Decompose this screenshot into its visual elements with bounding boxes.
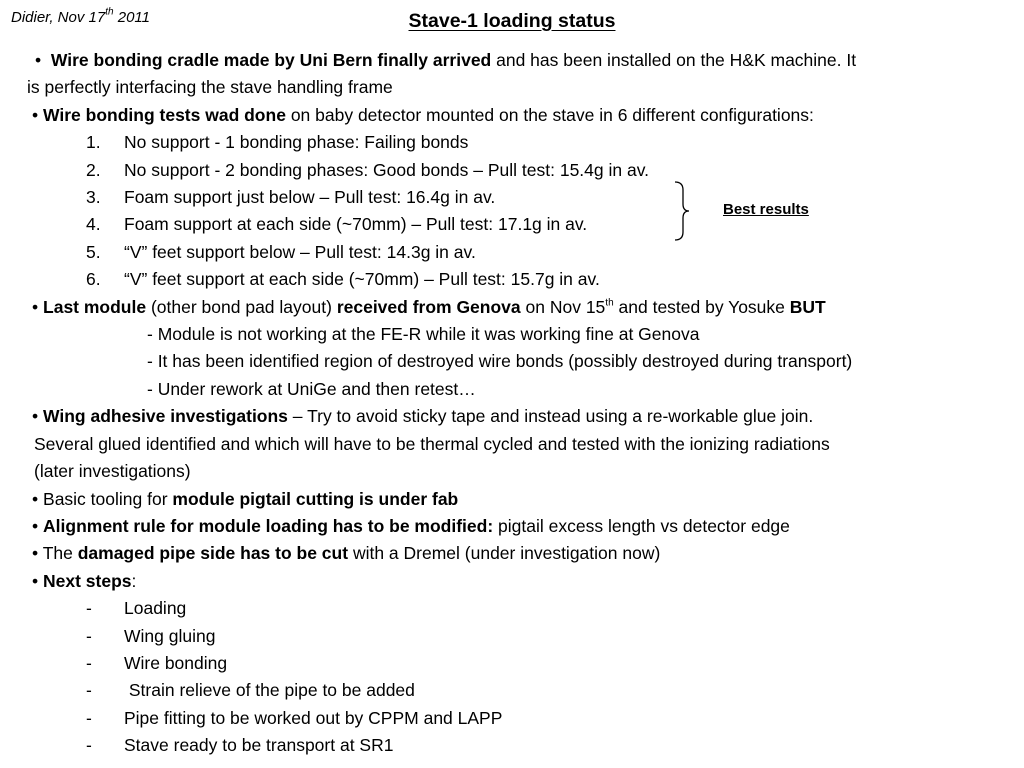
next-steps-colon: : [131,570,137,591]
wing-adhesive-bold: Wing adhesive investigations [43,406,288,427]
slide-title-text: Stave-1 loading status [408,10,616,32]
next-step-item [35,705,1005,732]
damaged-pipe-bold: damaged pipe side has to be cut [77,543,349,564]
author-year: 2011 [117,9,150,26]
pigtail-tooling-text: Basic tooling for [43,488,168,509]
next-step-text: Pipe fitting to be worked out by CPPM and LAPP [124,707,503,728]
received-bold: received from Genova [336,296,521,317]
best-results-text: Best results [723,201,809,218]
cradle-bold: Wire bonding cradle made by Uni Bern finally arrived [50,50,492,70]
bullet-mark: • [32,296,39,317]
bonding-tests-text: on baby detector mounted on the stave in 6 different configurations: [290,104,814,125]
config-text: No support - 2 bonding phases: Good bonds – Pull test: 15.4g in av. [124,159,650,180]
bullet-alignment-rule [32,513,1005,540]
wing-adhesive-text: – Try to avoid sticky tape and instead using a re-workable glue join. [292,406,814,427]
next-step-text: Wing gluing [124,625,216,646]
next-step-dash: - [86,735,92,756]
bullet-pigtail-tooling [32,486,1005,513]
bullet-last-module [32,294,1005,321]
config-number: 3. [86,187,101,208]
bullet-mark: • [35,50,42,70]
next-step-item [35,732,1005,759]
config-item [35,157,1005,184]
bullet-mark: • [32,543,39,564]
alignment-rule-bold: Alignment rule for module loading has to be modified: [43,515,494,536]
module-note: - It has been identified region of destroyed wire bonds (possibly destroyed during transport) [147,351,853,372]
next-step-item [35,595,1005,622]
tested-by-text: and tested by Yosuke [618,296,785,317]
next-step-dash: - [86,625,92,646]
next-step-text: Wire bonding [124,652,228,673]
config-number: 4. [86,214,101,235]
best-results-label [723,200,809,220]
next-steps-bold: Next steps [43,570,132,591]
next-step-text: Stave ready to be transport at SR1 [124,735,394,756]
next-step-item [35,650,1005,677]
config-number: 2. [86,159,101,180]
config-item [35,129,1005,156]
config-item [35,184,1005,211]
damaged-pipe-pre: The [42,543,73,564]
next-step-text: Strain relieve of the pipe to be added [124,680,415,701]
pigtail-tooling-bold: module pigtail cutting is under fab [172,488,459,509]
cradle-continuation: is perfectly interfacing the stave handling frame [27,77,393,98]
config-item [35,266,1005,293]
next-step-item [35,623,1005,650]
config-text: No support - 1 bonding phase: Failing bonds [124,132,469,153]
config-text: Foam support just below – Pull test: 16.4g in av. [124,187,496,208]
next-step-dash: - [86,598,92,619]
bullet-bonding-tests [32,102,1005,129]
config-text: Foam support at each side (~70mm) – Pull test: 17.1g in av. [124,214,588,235]
next-step-text: Loading [124,598,187,619]
bullet-next-steps [32,568,1005,595]
wing-adhesive-continuation: (later investigations) [34,461,191,482]
slide-title [0,8,1024,34]
cradle-text: and has been installed on the H&K machine. It [496,50,857,70]
next-step-item [35,677,1005,704]
slide-body [27,47,1005,760]
config-item [35,239,1005,266]
next-step-dash: - [86,707,92,728]
bullet-mark: • [32,406,39,427]
damaged-pipe-text: with a Dremel (under investigation now) [352,543,661,564]
config-text: “V” feet support below – Pull test: 14.3g in av. [124,241,476,262]
bullet-wing-adhesive [32,403,1005,430]
next-step-dash: - [86,652,92,673]
config-item [35,211,1005,238]
bullet-mark: • [32,104,39,125]
bullet-damaged-pipe [32,540,1005,567]
received-date-text: on Nov 15 [525,296,606,317]
last-module-bold: Last module [43,296,147,317]
author-text: Didier, Nov 17 [11,9,106,26]
bonding-tests-bold: Wire bonding tests wad done [43,104,286,125]
bullet-mark: • [32,515,39,536]
wing-adhesive-continuation: Several glued identified and which will have to be thermal cycled and tested with the ionizing radiations [34,433,830,454]
config-number: 5. [86,241,101,262]
config-number: 6. [86,269,101,290]
bullet-mark: • [32,570,39,591]
alignment-rule-text: pigtail excess length vs detector edge [498,515,790,536]
module-note: - Under rework at UniGe and then retest… [147,378,476,399]
bullet-mark: • [32,488,39,509]
config-number: 1. [86,132,101,153]
next-step-dash: - [86,680,92,701]
author-date-suffix: th [105,6,114,18]
config-text: “V” feet support at each side (~70mm) – Pull test: 15.7g in av. [124,269,600,290]
bullet-cradle [35,47,1005,74]
but-bold: BUT [789,296,826,317]
last-module-text: (other bond pad layout) [150,296,332,317]
module-note: - Module is not working at the FE-R while it was working fine at Genova [147,324,700,345]
received-date-suffix: th [605,297,614,309]
right-brace-icon [673,180,695,242]
